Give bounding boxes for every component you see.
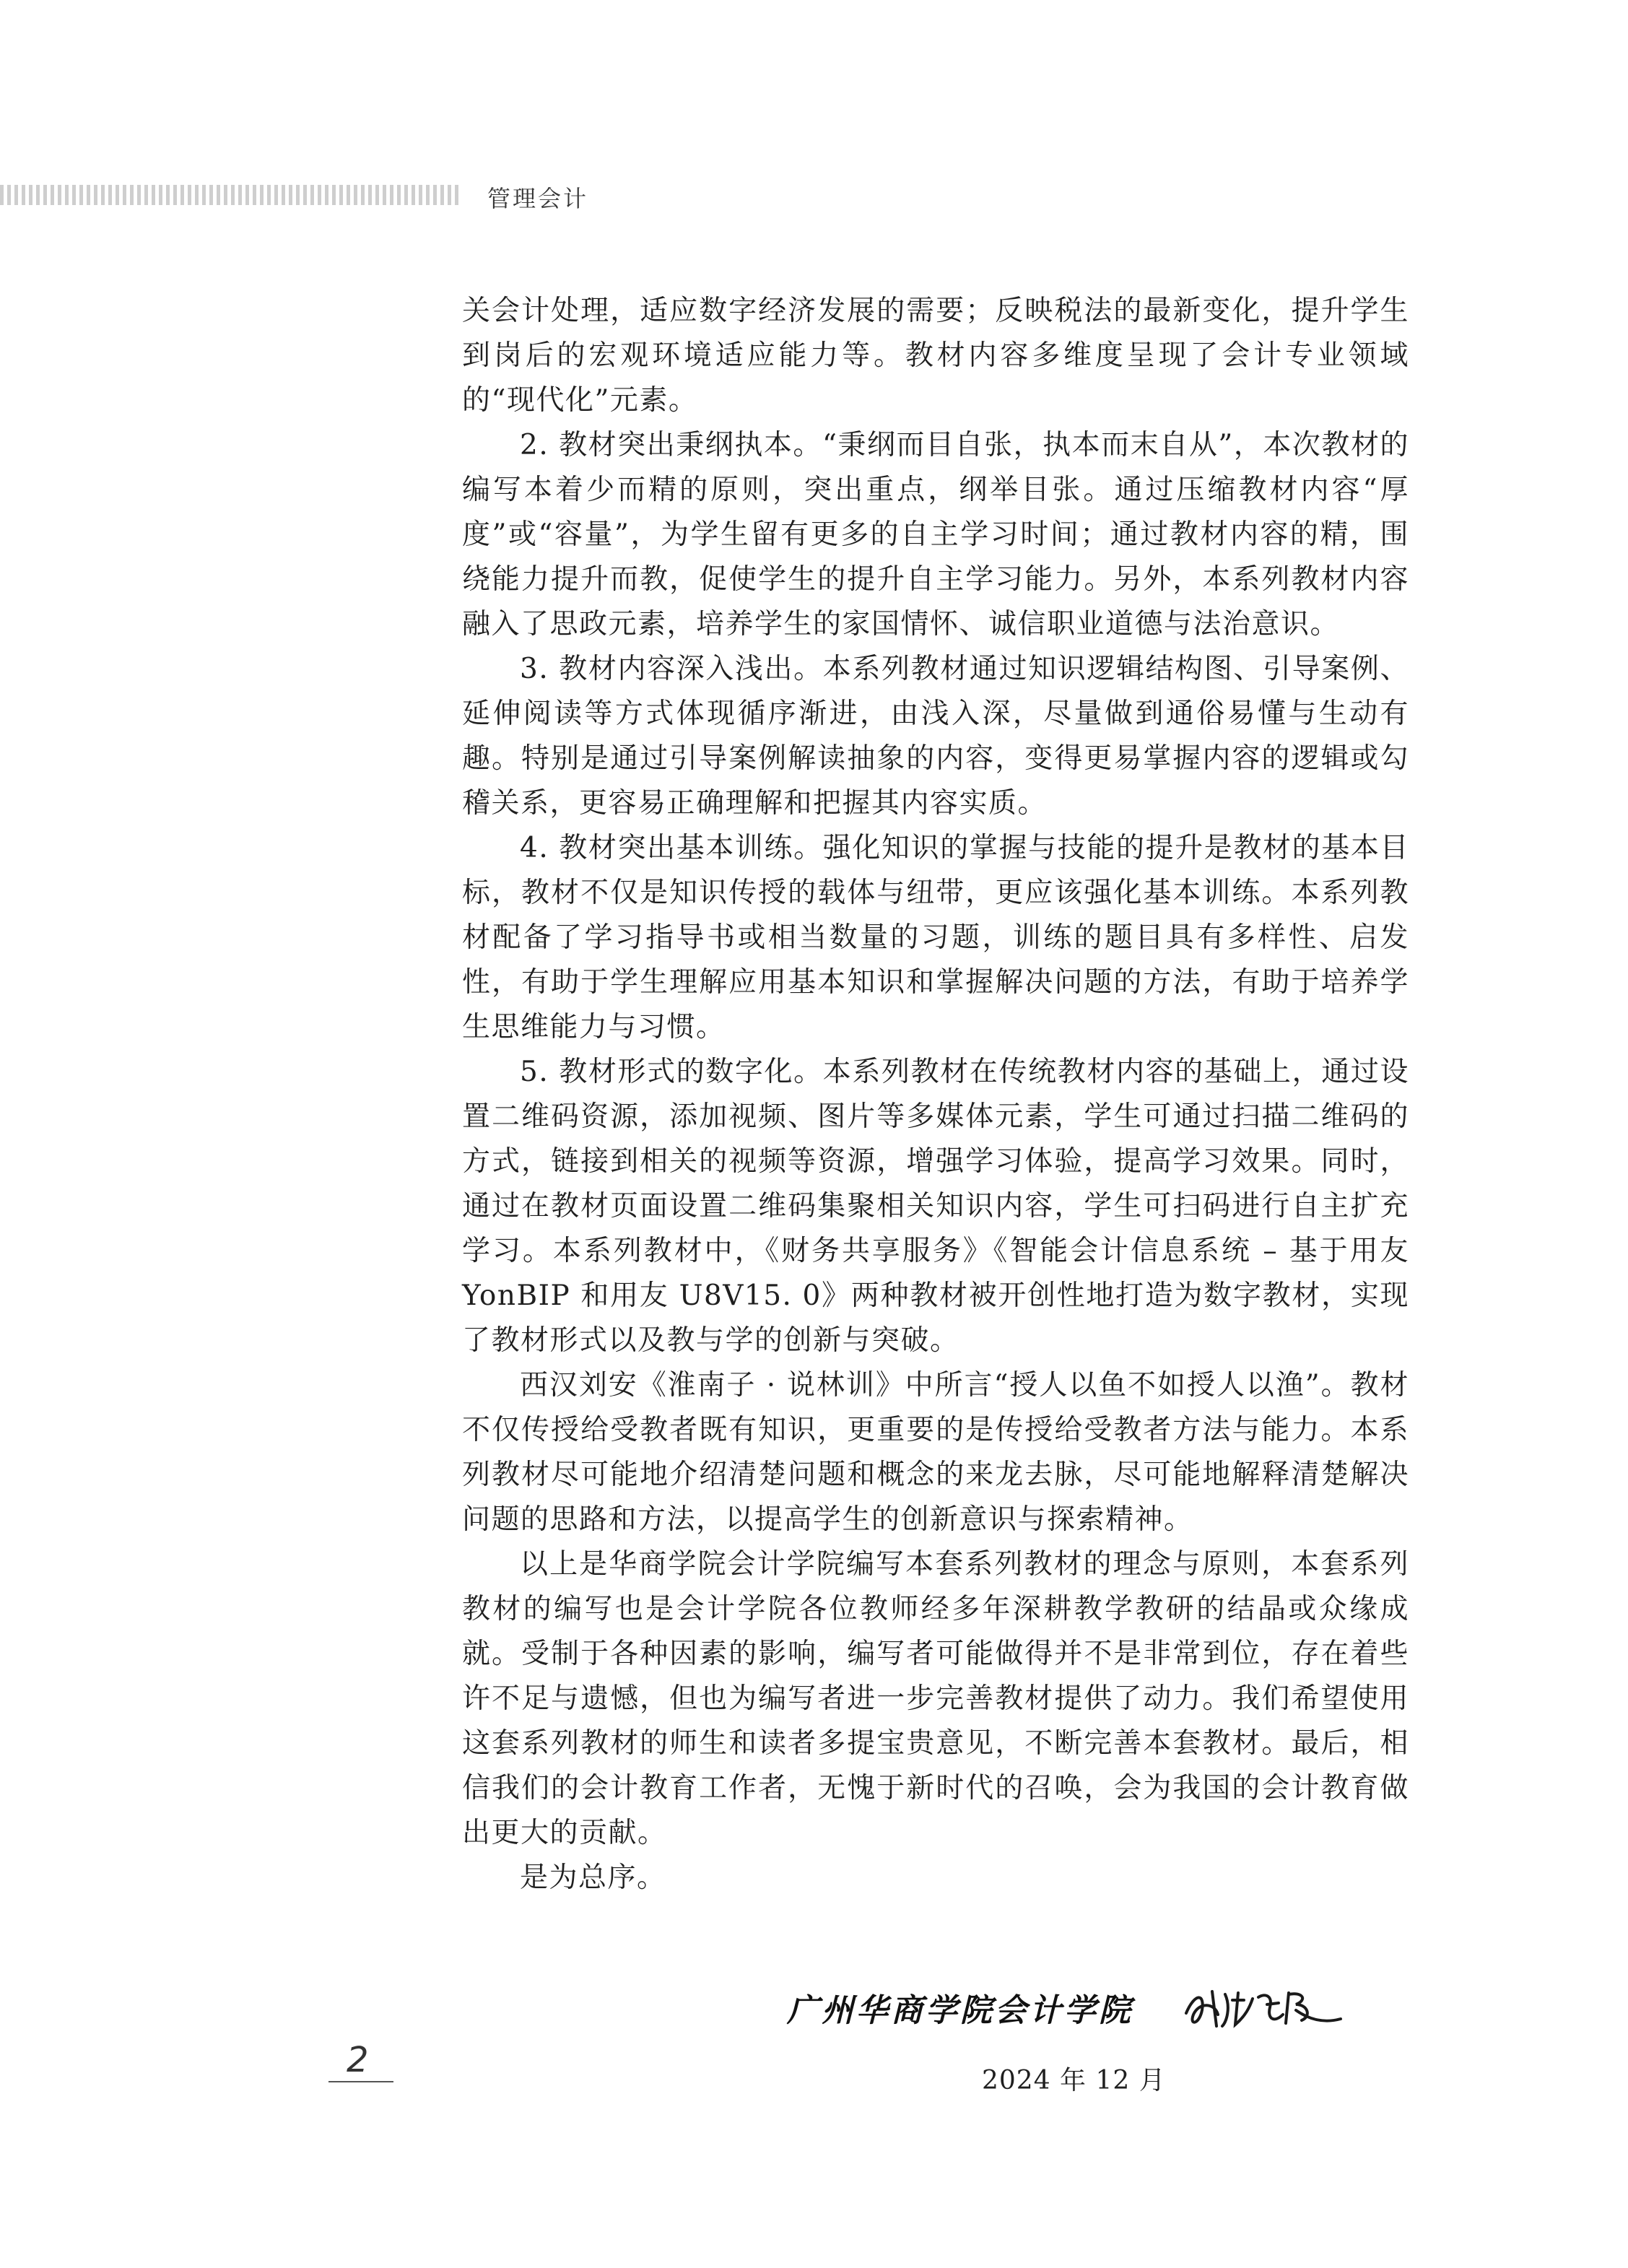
- paragraph: 西汉刘安《淮南子 · 说林训》中所言“授人以鱼不如授人以渔”。教材不仅传授给受教者既有知识，更重要的是传授给受教者方法与能力。本系列教材尽可能地介绍清楚问题和概念的来龙去脉，尽可能地解释清楚解决问题的思路和方法，以提高学生的创新意识与探索精神。: [462, 1369, 1409, 1536]
- header-dot-pattern: [0, 185, 462, 205]
- paragraph: 4. 教材突出基本训练。强化知识的掌握与技能的提升是教材的基本目标，教材不仅是知识传授的载体与纽带，更应该强化基本训练。本系列教材配备了学习指导书或相当数量的习题，训练的题目具有多样性、启发性，有助于学生理解应用基本知识和掌握解决问题的方法，有助于培养学生思维能力与习惯。: [462, 832, 1409, 1043]
- running-header-title: 管理会计: [487, 185, 589, 212]
- paragraph: 2. 教材突出秉纲执本。“秉纲而目自张，执本而末自从”，本次教材的编写本着少而精的原则，突出重点，纲举目张。通过压缩教材内容“厚度”或“容量”，为学生留有更多的自主学习时间；通过教材内容的精，围绕能力提升而教，促使学生的提升自主学习能力。另外，本系列教材内容融入了思政元素，培养学生的家国情怀、诚信职业道德与法治意识。: [462, 429, 1409, 640]
- signature-organization: 广州华商学院会计学院: [787, 1992, 1133, 2029]
- page-number-underline: [328, 2081, 393, 2082]
- page-number: 2: [347, 2040, 369, 2080]
- handwritten-signature: [1180, 1978, 1354, 2036]
- header-decoration: [0, 176, 476, 211]
- paragraph: 3. 教材内容深入浅出。本系列教材通过知识逻辑结构图、引导案例、延伸阅读等方式体现循序渐进，由浅入深，尽量做到通俗易懂与生动有趣。特别是通过引导案例解读抽象的内容，变得更易掌握内容的逻辑或勾稽关系，更容易正确理解和把握其内容实质。: [462, 653, 1409, 820]
- paragraph: 关会计处理，适应数字经济发展的需要；反映税法的最新变化，提升学生到岗后的宏观环境适应能力等。教材内容多维度呈现了会计专业领域的“现代化”元素。: [462, 295, 1409, 417]
- paragraph: 5. 教材形式的数字化。本系列教材在传统教材内容的基础上，通过设置二维码资源，添加视频、图片等多媒体元素，学生可通过扫描二维码的方式，链接到相关的视频等资源，增强学习体验，提高学习效果。同时，通过在教材页面设置二维码集聚相关知识内容，学生可扫码进行自主扩充学习。本系列教材中，《财务共享服务》《智能会计信息系统 – 基于用友 YonBIP 和用友 U8V15. 0》两种教材被开创性地打造为数字教材，实现了教材形式以及教与学的创新与突破。: [462, 1056, 1409, 1357]
- signature-block: [780, 1978, 1357, 2036]
- paragraph: 以上是华商学院会计学院编写本套系列教材的理念与原则，本套系列教材的编写也是会计学院各位教师经多年深耕教学教研的结晶或众缘成就。受制于各种因素的影响，编写者可能做得并不是非常到位，存在着些许不足与遗憾，但也为编写者进一步完善教材提供了动力。我们希望使用这套系列教材的师生和读者多提宝贵意见，不断完善本套教材。最后，相信我们的会计教育工作者，无愧于新时代的召唤，会为我国的会计教育做出更大的贡献。: [462, 1548, 1409, 1849]
- body-text: [462, 289, 1409, 1900]
- closing-line: 是为总序。: [520, 1861, 666, 1894]
- date: 2024 年 12 月: [982, 2066, 1166, 2095]
